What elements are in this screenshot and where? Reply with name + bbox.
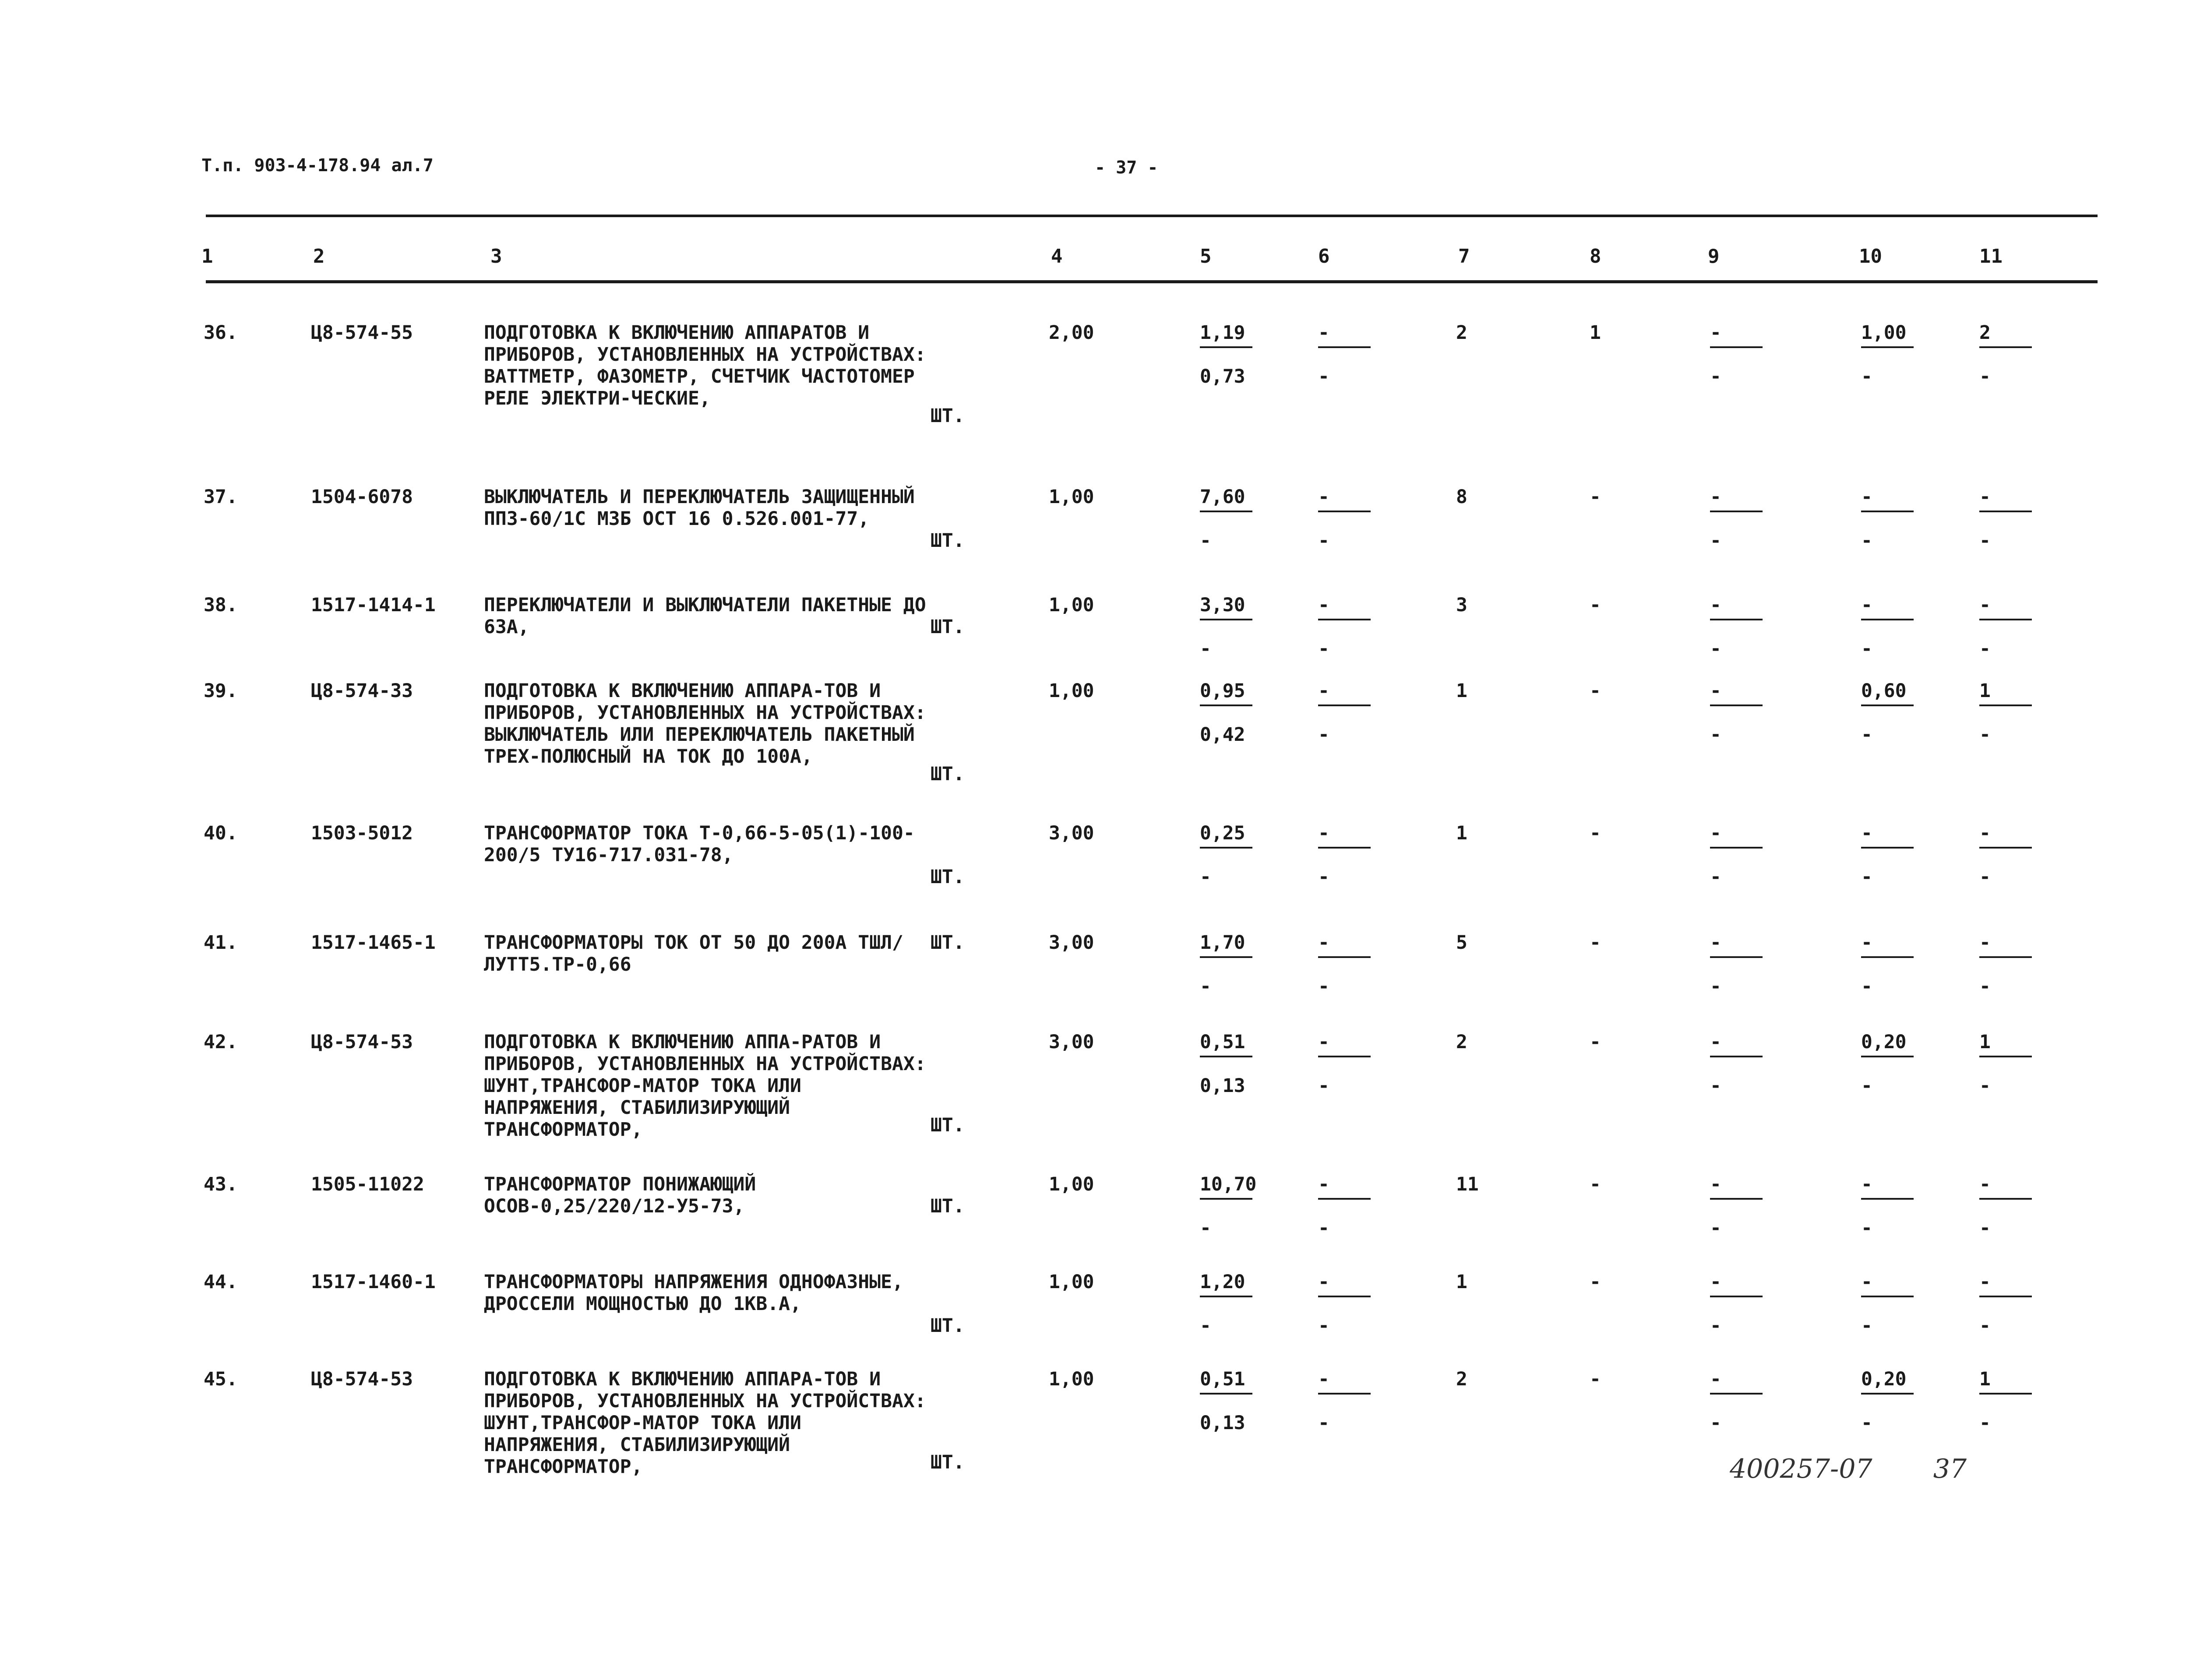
fraction-cell-c5: [1200, 822, 1266, 910]
fraction-denominator: -: [1200, 976, 1211, 997]
fraction-denominator: -: [1318, 366, 1329, 387]
fraction-denominator: -: [1710, 530, 1721, 552]
fraction-denominator: -: [1861, 1075, 1872, 1097]
fraction-bar: [1710, 1393, 1763, 1395]
fraction-bar: [1318, 847, 1371, 849]
table-top-rule: [206, 215, 2098, 217]
fraction-denominator: -: [1979, 1075, 1991, 1097]
row-number: 38.: [204, 594, 238, 616]
fraction-numerator: -: [1318, 680, 1329, 702]
fraction-numerator: 7,60: [1200, 486, 1245, 508]
fraction-cell-c11: [1979, 1031, 2045, 1119]
fraction-numerator: 10,70: [1200, 1173, 1257, 1195]
quantity: 1,00: [1049, 1271, 1094, 1293]
fraction-cell-c9: [1710, 486, 1776, 574]
column-number: 5: [1200, 245, 1212, 268]
item-description: ПОДГОТОВКА К ВКЛЮЧЕНИЮ АППАРАТОВ И ПРИБОРОВ, УСТАНОВЛЕННЫХ НА УСТРОЙСТВАХ: ВАТТМЕТР, ФАЗОМЕТР, СЧЕТЧИК ЧАСТОТОМЕР РЕЛЕ ЭЛЕКТРИ-ЧЕСКИЕ,: [484, 322, 926, 409]
fraction-cell-c5: [1200, 322, 1266, 409]
row-number: 44.: [204, 1271, 238, 1293]
item-description: ТРАНСФОРМАТОРЫ НАПРЯЖЕНИЯ ОДНОФАЗНЫЕ, ДРОССЕЛИ МОЩНОСТЬЮ ДО 1КВ.А,: [484, 1271, 903, 1315]
fraction-denominator: -: [1861, 976, 1872, 997]
fraction-bar: [1710, 956, 1763, 958]
fraction-numerator: -: [1710, 486, 1721, 508]
fraction-denominator: 0,13: [1200, 1075, 1245, 1097]
fraction-cell-c10: [1861, 932, 1927, 1019]
column-number: 7: [1458, 245, 1470, 268]
fraction-numerator: -: [1979, 594, 1991, 616]
fraction-bar: [1861, 1296, 1914, 1297]
fraction-bar: [1710, 1056, 1763, 1057]
fraction-denominator: -: [1979, 1315, 1991, 1337]
column-8-value: -: [1590, 594, 1601, 616]
column-number: 8: [1590, 245, 1601, 268]
fraction-cell-c11: [1979, 1173, 2045, 1261]
row-number: 45.: [204, 1368, 238, 1390]
quantity: 1,00: [1049, 486, 1094, 508]
fraction-cell-c11: [1979, 1368, 2045, 1456]
fraction-cell-c5: [1200, 594, 1266, 682]
fraction-cell-c10: [1861, 1368, 1927, 1456]
column-7-value: 1: [1456, 1271, 1467, 1293]
column-8-value: -: [1590, 1368, 1601, 1390]
item-description: ТРАНСФОРМАТОРЫ ТОК ОТ 50 ДО 200А ТШЛ/ЛУТТ5.ТР-0,66: [484, 932, 903, 976]
fraction-cell-c9: [1710, 322, 1776, 409]
fraction-bar: [1318, 619, 1371, 620]
fraction-numerator: 1: [1979, 1031, 1991, 1053]
unit: ШТ.: [931, 616, 965, 638]
fraction-bar: [1200, 346, 1252, 348]
fraction-cell-c6: [1318, 1271, 1384, 1359]
quantity: 2,00: [1049, 322, 1094, 344]
fraction-denominator: 0,13: [1200, 1412, 1245, 1434]
fraction-bar: [1979, 511, 2032, 512]
fraction-bar: [1979, 1056, 2032, 1057]
item-description: ВЫКЛЮЧАТЕЛЬ И ПЕРЕКЛЮЧАТЕЛЬ ЗАЩИЩЕННЫЙ ПП3-60/1С М3Б ОСТ 16 0.526.001-77,: [484, 486, 915, 530]
fraction-bar: [1200, 956, 1252, 958]
fraction-denominator: -: [1979, 1217, 1991, 1239]
fraction-numerator: -: [1861, 486, 1872, 508]
fraction-denominator: -: [1861, 1412, 1872, 1434]
fraction-numerator: -: [1710, 680, 1721, 702]
fraction-bar: [1318, 511, 1371, 512]
fraction-cell-c10: [1861, 1173, 1927, 1261]
fraction-denominator: -: [1979, 530, 1991, 552]
fraction-numerator: -: [1861, 594, 1872, 616]
fraction-numerator: 1,00: [1861, 322, 1907, 344]
fraction-numerator: 0,20: [1861, 1031, 1907, 1053]
quantity: 1,00: [1049, 1173, 1094, 1195]
fraction-denominator: -: [1979, 976, 1991, 997]
fraction-numerator: -: [1710, 1271, 1721, 1293]
fraction-cell-c6: [1318, 822, 1384, 910]
fraction-numerator: -: [1979, 932, 1991, 954]
fraction-bar: [1318, 346, 1371, 348]
fraction-bar: [1979, 619, 2032, 620]
item-code: 1517-1414-1: [311, 594, 436, 616]
column-number: 6: [1318, 245, 1330, 268]
fraction-denominator: -: [1200, 530, 1211, 552]
unit: ШТ.: [931, 763, 965, 785]
fraction-denominator: -: [1710, 866, 1721, 888]
fraction-denominator: -: [1979, 366, 1991, 387]
fraction-numerator: 1,19: [1200, 322, 1245, 344]
fraction-bar: [1200, 511, 1252, 512]
fraction-numerator: 2: [1979, 322, 1991, 344]
item-code: Ц8-574-33: [311, 680, 413, 702]
fraction-cell-c10: [1861, 680, 1927, 768]
fraction-cell-c6: [1318, 594, 1384, 682]
fraction-cell-c5: [1200, 1173, 1266, 1261]
column-number: 2: [313, 245, 325, 268]
row-number: 39.: [204, 680, 238, 702]
fraction-numerator: -: [1318, 1031, 1329, 1053]
fraction-numerator: 0,51: [1200, 1368, 1245, 1390]
fraction-cell-c6: [1318, 932, 1384, 1019]
item-description: ПОДГОТОВКА К ВКЛЮЧЕНИЮ АППАРА-ТОВ И ПРИБОРОВ, УСТАНОВЛЕННЫХ НА УСТРОЙСТВАХ: ВЫКЛЮЧАТЕЛЬ ИЛИ ПЕРЕКЛЮЧАТЕЛЬ ПАКЕТНЫЙ ТРЕХ-ПОЛЮСНЫЙ НА ТОК ДО 100А,: [484, 680, 926, 768]
fraction-numerator: -: [1318, 932, 1329, 954]
fraction-bar: [1979, 1296, 2032, 1297]
fraction-numerator: -: [1318, 594, 1329, 616]
fraction-denominator: -: [1318, 530, 1329, 552]
fraction-numerator: 1,20: [1200, 1271, 1245, 1293]
handwritten-annotation: [1730, 1454, 1967, 1484]
unit: ШТ.: [931, 932, 965, 954]
handwritten-code: 400257-07: [1730, 1454, 1872, 1484]
fraction-bar: [1710, 511, 1763, 512]
fraction-bar: [1710, 619, 1763, 620]
item-description: ТРАНСФОРМАТОР ПОНИЖАЮЩИЙ ОСОВ-0,25/220/12-У5-73,: [484, 1173, 756, 1217]
item-code: 1517-1460-1: [311, 1271, 436, 1293]
column-number: 4: [1051, 245, 1063, 268]
fraction-numerator: 1: [1979, 1368, 1991, 1390]
fraction-denominator: -: [1710, 366, 1721, 387]
fraction-bar: [1200, 619, 1252, 620]
item-code: 1505-11022: [311, 1173, 424, 1195]
fraction-cell-c9: [1710, 1031, 1776, 1119]
fraction-denominator: 0,73: [1200, 366, 1245, 387]
unit: ШТ.: [931, 1451, 965, 1473]
fraction-denominator: -: [1318, 1412, 1329, 1434]
handwritten-page: 37: [1933, 1454, 1967, 1484]
fraction-cell-c6: [1318, 1173, 1384, 1261]
fraction-numerator: -: [1710, 932, 1721, 954]
fraction-bar: [1861, 346, 1914, 348]
fraction-cell-c9: [1710, 822, 1776, 910]
item-code: Ц8-574-53: [311, 1368, 413, 1390]
fraction-denominator: -: [1200, 1315, 1211, 1337]
fraction-cell-c10: [1861, 822, 1927, 910]
fraction-denominator: -: [1979, 724, 1991, 746]
fraction-bar: [1979, 956, 2032, 958]
fraction-denominator: -: [1318, 866, 1329, 888]
fraction-denominator: -: [1861, 530, 1872, 552]
fraction-cell-c5: [1200, 1271, 1266, 1359]
unit: ШТ.: [931, 405, 965, 427]
row-number: 36.: [204, 322, 238, 344]
fraction-denominator: -: [1710, 1315, 1721, 1337]
fraction-bar: [1200, 1056, 1252, 1057]
column-7-value: 3: [1456, 594, 1467, 616]
row-number: 41.: [204, 932, 238, 954]
fraction-bar: [1318, 956, 1371, 958]
fraction-numerator: 0,95: [1200, 680, 1245, 702]
fraction-bar: [1200, 1296, 1252, 1297]
fraction-bar: [1979, 1393, 2032, 1395]
item-description: ПОДГОТОВКА К ВКЛЮЧЕНИЮ АППАРА-ТОВ И ПРИБОРОВ, УСТАНОВЛЕННЫХ НА УСТРОЙСТВАХ: ШУНТ,ТРАНСФОР-МАТОР ТОКА ИЛИ НАПРЯЖЕНИЯ, СТАБИЛИЗИРУЮЩИЙ ТРАНСФОРМАТОР,: [484, 1368, 926, 1478]
fraction-bar: [1710, 346, 1763, 348]
column-8-value: -: [1590, 1271, 1601, 1293]
column-7-value: 5: [1456, 932, 1467, 954]
fraction-denominator: -: [1710, 1217, 1721, 1239]
fraction-denominator: -: [1200, 1217, 1211, 1239]
fraction-numerator: -: [1710, 1031, 1721, 1053]
fraction-cell-c10: [1861, 1271, 1927, 1359]
fraction-numerator: -: [1861, 932, 1872, 954]
fraction-numerator: -: [1710, 822, 1721, 844]
fraction-denominator: -: [1318, 724, 1329, 746]
fraction-bar: [1861, 1056, 1914, 1057]
fraction-bar: [1979, 704, 2032, 706]
fraction-numerator: -: [1710, 594, 1721, 616]
fraction-cell-c10: [1861, 1031, 1927, 1119]
fraction-cell-c6: [1318, 680, 1384, 768]
item-code: 1504-6078: [311, 486, 413, 508]
fraction-cell-c11: [1979, 822, 2045, 910]
unit: ШТ.: [931, 866, 965, 888]
fraction-denominator: -: [1318, 1075, 1329, 1097]
fraction-numerator: -: [1318, 322, 1329, 344]
fraction-cell-c10: [1861, 486, 1927, 574]
fraction-cell-c9: [1710, 1173, 1776, 1261]
row-number: 40.: [204, 822, 238, 844]
column-7-value: 1: [1456, 822, 1467, 844]
quantity: 1,00: [1049, 594, 1094, 616]
fraction-denominator: -: [1710, 638, 1721, 660]
fraction-numerator: -: [1979, 822, 1991, 844]
column-8-value: -: [1590, 932, 1601, 954]
fraction-numerator: -: [1318, 1173, 1329, 1195]
column-8-value: 1: [1590, 322, 1601, 344]
fraction-numerator: 0,25: [1200, 822, 1245, 844]
fraction-denominator: -: [1200, 866, 1211, 888]
fraction-cell-c5: [1200, 486, 1266, 574]
column-number: 11: [1979, 245, 2003, 268]
fraction-cell-c5: [1200, 932, 1266, 1019]
column-7-value: 1: [1456, 680, 1467, 702]
item-code: 1503-5012: [311, 822, 413, 844]
fraction-bar: [1710, 704, 1763, 706]
fraction-bar: [1200, 1198, 1252, 1200]
fraction-cell-c11: [1979, 932, 2045, 1019]
fraction-numerator: 0,60: [1861, 680, 1907, 702]
fraction-cell-c11: [1979, 486, 2045, 574]
column-8-value: -: [1590, 486, 1601, 508]
fraction-denominator: -: [1861, 724, 1872, 746]
fraction-denominator: -: [1861, 866, 1872, 888]
fraction-numerator: -: [1861, 822, 1872, 844]
fraction-cell-c9: [1710, 932, 1776, 1019]
fraction-cell-c5: [1200, 680, 1266, 768]
fraction-numerator: -: [1710, 322, 1721, 344]
quantity: 3,00: [1049, 1031, 1094, 1053]
item-code: Ц8-574-55: [311, 322, 413, 344]
fraction-denominator: -: [1979, 1412, 1991, 1434]
fraction-cell-c6: [1318, 486, 1384, 574]
fraction-bar: [1861, 956, 1914, 958]
column-number: 1: [201, 245, 213, 268]
item-description: ТРАНСФОРМАТОР ТОКА Т-0,66-5-05(1)-100-200/5 ТУ16-717.031-78,: [484, 822, 915, 866]
fraction-cell-c9: [1710, 1271, 1776, 1359]
fraction-bar: [1318, 704, 1371, 706]
fraction-numerator: 0,51: [1200, 1031, 1245, 1053]
quantity: 3,00: [1049, 822, 1094, 844]
fraction-cell-c11: [1979, 594, 2045, 682]
page-number: - 37 -: [1095, 158, 1158, 178]
fraction-denominator: -: [1979, 638, 1991, 660]
unit: ШТ.: [931, 1114, 965, 1136]
column-7-value: 2: [1456, 1368, 1467, 1390]
fraction-numerator: 1: [1979, 680, 1991, 702]
row-number: 42.: [204, 1031, 238, 1053]
fraction-bar: [1710, 847, 1763, 849]
fraction-denominator: -: [1200, 638, 1211, 660]
fraction-bar: [1861, 511, 1914, 512]
table-header-rule: [206, 280, 2098, 283]
fraction-bar: [1861, 847, 1914, 849]
fraction-denominator: -: [1710, 724, 1721, 746]
fraction-cell-c6: [1318, 1368, 1384, 1456]
fraction-cell-c6: [1318, 322, 1384, 409]
fraction-numerator: -: [1318, 1368, 1329, 1390]
fraction-denominator: -: [1861, 1315, 1872, 1337]
fraction-bar: [1861, 1393, 1914, 1395]
item-code: Ц8-574-53: [311, 1031, 413, 1053]
row-number: 37.: [204, 486, 238, 508]
fraction-bar: [1710, 1198, 1763, 1200]
column-number: 3: [490, 245, 502, 268]
fraction-bar: [1710, 1296, 1763, 1297]
item-description: ПОДГОТОВКА К ВКЛЮЧЕНИЮ АППА-РАТОВ И ПРИБОРОВ, УСТАНОВЛЕННЫХ НА УСТРОЙСТВАХ: ШУНТ,ТРАНСФОР-МАТОР ТОКА ИЛИ НАПРЯЖЕНИЯ, СТАБИЛИЗИРУЮЩИЙ ТРАНСФОРМАТОР,: [484, 1031, 926, 1141]
fraction-denominator: -: [1861, 1217, 1872, 1239]
fraction-bar: [1200, 1393, 1252, 1395]
quantity: 3,00: [1049, 932, 1094, 954]
fraction-numerator: -: [1318, 1271, 1329, 1293]
quantity: 1,00: [1049, 680, 1094, 702]
fraction-numerator: 1,70: [1200, 932, 1245, 954]
fraction-bar: [1979, 847, 2032, 849]
fraction-cell-c9: [1710, 1368, 1776, 1456]
item-description: ПЕРЕКЛЮЧАТЕЛИ И ВЫКЛЮЧАТЕЛИ ПАКЕТНЫЕ ДО 63А,: [484, 594, 926, 638]
fraction-cell-c11: [1979, 322, 2045, 409]
column-7-value: 2: [1456, 322, 1467, 344]
fraction-numerator: -: [1979, 1173, 1991, 1195]
fraction-cell-c10: [1861, 322, 1927, 409]
column-8-value: -: [1590, 680, 1601, 702]
fraction-cell-c9: [1710, 594, 1776, 682]
unit: ШТ.: [931, 1195, 965, 1217]
column-7-value: 8: [1456, 486, 1467, 508]
fraction-denominator: -: [1861, 366, 1872, 387]
fraction-bar: [1318, 1296, 1371, 1297]
fraction-bar: [1200, 704, 1252, 706]
fraction-denominator: -: [1710, 1075, 1721, 1097]
fraction-bar: [1318, 1198, 1371, 1200]
fraction-bar: [1979, 346, 2032, 348]
fraction-denominator: -: [1318, 638, 1329, 660]
column-7-value: 2: [1456, 1031, 1467, 1053]
fraction-bar: [1861, 704, 1914, 706]
column-number: 9: [1708, 245, 1720, 268]
fraction-cell-c5: [1200, 1031, 1266, 1119]
column-8-value: -: [1590, 1031, 1601, 1053]
fraction-cell-c10: [1861, 594, 1927, 682]
fraction-bar: [1861, 619, 1914, 620]
unit: ШТ.: [931, 530, 965, 552]
fraction-numerator: -: [1861, 1173, 1872, 1195]
item-code: 1517-1465-1: [311, 932, 436, 954]
quantity: 1,00: [1049, 1368, 1094, 1390]
fraction-cell-c11: [1979, 1271, 2045, 1359]
row-number: 43.: [204, 1173, 238, 1195]
fraction-numerator: 0,20: [1861, 1368, 1907, 1390]
fraction-bar: [1200, 847, 1252, 849]
fraction-denominator: -: [1710, 976, 1721, 997]
fraction-numerator: -: [1318, 822, 1329, 844]
column-8-value: -: [1590, 1173, 1601, 1195]
fraction-denominator: -: [1318, 1315, 1329, 1337]
fraction-cell-c11: [1979, 680, 2045, 768]
fraction-numerator: -: [1979, 1271, 1991, 1293]
fraction-cell-c9: [1710, 680, 1776, 768]
fraction-numerator: -: [1710, 1173, 1721, 1195]
fraction-bar: [1318, 1393, 1371, 1395]
column-7-value: 11: [1456, 1173, 1479, 1195]
column-number: 10: [1859, 245, 1882, 268]
fraction-numerator: -: [1979, 486, 1991, 508]
fraction-denominator: -: [1710, 1412, 1721, 1434]
fraction-numerator: -: [1861, 1271, 1872, 1293]
fraction-denominator: -: [1979, 866, 1991, 888]
fraction-bar: [1318, 1056, 1371, 1057]
fraction-bar: [1979, 1198, 2032, 1200]
fraction-cell-c5: [1200, 1368, 1266, 1456]
fraction-numerator: -: [1710, 1368, 1721, 1390]
fraction-cell-c6: [1318, 1031, 1384, 1119]
document-reference: Т.п. 903-4-178.94 ал.7: [201, 155, 434, 176]
unit: ШТ.: [931, 1315, 965, 1337]
fraction-denominator: -: [1318, 1217, 1329, 1239]
fraction-denominator: 0,42: [1200, 724, 1245, 746]
fraction-numerator: 3,30: [1200, 594, 1245, 616]
fraction-denominator: -: [1861, 638, 1872, 660]
fraction-bar: [1861, 1198, 1914, 1200]
fraction-numerator: -: [1318, 486, 1329, 508]
column-8-value: -: [1590, 822, 1601, 844]
fraction-denominator: -: [1318, 976, 1329, 997]
